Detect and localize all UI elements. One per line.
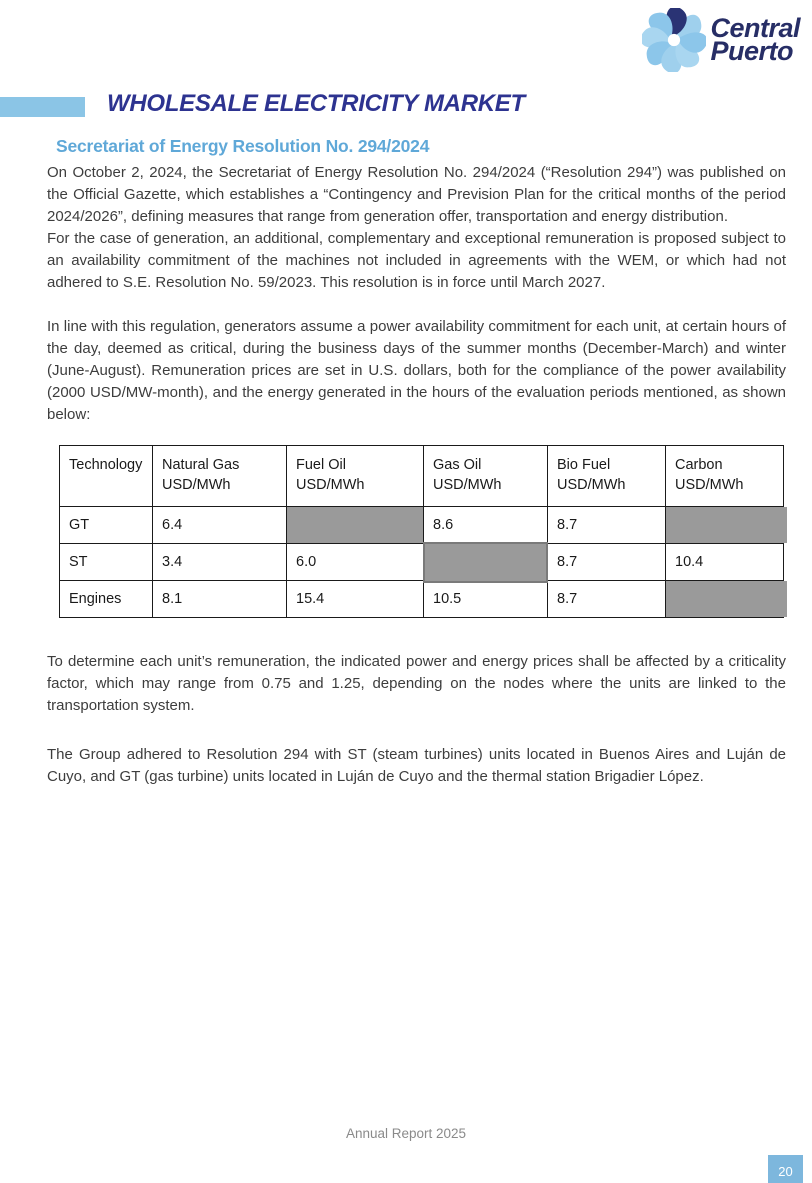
brand-logo (642, 8, 800, 72)
value-cell: 8.1 (153, 581, 287, 618)
shade-overlay (423, 542, 548, 583)
value-cell: 8.7 (548, 581, 666, 618)
page-number: 20 (778, 1164, 793, 1179)
paragraph-1: On October 2, 2024, the Secretariat of Energy Resolution No. 294/2024 (“Resolution 294”) was published on the Official Gazette, which establishes a “Contingency and Prevision Plan for the critical months of the period 2024/2026”, defining measures that range from generation offer, transportation and energy distribution. (47, 164, 786, 225)
table-row (60, 507, 784, 544)
pinwheel-icon (642, 8, 706, 72)
value-cell: 6.4 (153, 507, 287, 544)
section-heading: Secretariat of Energy Resolution No. 294/2024 (56, 136, 430, 156)
value-cell: 3.4 (153, 544, 287, 581)
value-cell: 8.6 (424, 507, 548, 544)
row-label-st: ST (60, 544, 153, 581)
shade-overlay (666, 581, 787, 617)
table-row (60, 581, 784, 618)
table-header-row (60, 446, 784, 507)
shade-overlay (666, 507, 787, 543)
shaded-cell (666, 581, 784, 618)
header-cell-natural-gas: Natural Gas USD/MWh (153, 446, 287, 507)
header-cell-gas-oil: Gas Oil USD/MWh (424, 446, 548, 507)
brand-name-line1: Central (710, 13, 800, 43)
shaded-cell (287, 507, 424, 544)
main-content (47, 136, 786, 788)
paragraph-3: In line with this regulation, generators assume a power availability commitment for each unit, at certain hours of the day, deemed as critical, during the business days of the summer months (December-March) and winter (June-August). Remuneration prices are set in U.S. dollars, both for the compliance of the power availability (2000 USD/MW-month), and the energy generated in the hours of the evaluation periods mentioned, as shown below: (47, 318, 786, 423)
brand-name (710, 13, 800, 66)
row-label-engines: Engines (60, 581, 153, 618)
paragraph-2: For the case of generation, an additional, complementary and exceptional remuneration is proposed subject to an availability commitment of the machines not included in agreements with the WEM, or which had not adhered to S.E. Resolution No. 59/2023. This resolution is in force until March 2027. (47, 230, 786, 291)
paragraph-4: To determine each unit’s remuneration, the indicated power and energy prices shall be affected by a criticality factor, which may range from 0.75 and 1.25, depending on the nodes where the units are linked to the transportation system. (47, 653, 786, 714)
shaded-cell (424, 544, 548, 581)
page-number-badge (768, 1155, 803, 1183)
shaded-cell (666, 507, 784, 544)
table-body (60, 507, 784, 618)
remuneration-table-wrap (59, 445, 786, 618)
remuneration-table (59, 445, 784, 618)
brand-name-line2: Puerto (710, 36, 793, 66)
value-cell: 6.0 (287, 544, 424, 581)
value-cell: 10.5 (424, 581, 548, 618)
value-cell: 10.4 (666, 544, 784, 581)
shade-overlay (287, 507, 423, 543)
header-cell-bio-fuel: Bio Fuel USD/MWh (548, 446, 666, 507)
table-row (60, 544, 784, 581)
footer-text: Annual Report 2025 (345, 1126, 467, 1141)
value-cell: 8.7 (548, 507, 666, 544)
header-cell-carbon: Carbon USD/MWh (666, 446, 784, 507)
header-cell-fuel-oil: Fuel Oil USD/MWh (287, 446, 424, 507)
paragraph-5: The Group adhered to Resolution 294 with ST (steam turbines) units located in Buenos Aires and Luján de Cuyo, and GT (gas turbine) units located in Luján de Cuyo and the thermal station Brigadier López. (47, 746, 786, 785)
header-cell-technology: Technology (60, 446, 153, 507)
value-cell: 8.7 (548, 544, 666, 581)
value-cell: 15.4 (287, 581, 424, 618)
row-label-gt: GT (60, 507, 153, 544)
page-title: WHOLESALE ELECTRICITY MARKET (107, 90, 525, 117)
accent-bar (0, 97, 85, 117)
title-band (0, 90, 812, 124)
